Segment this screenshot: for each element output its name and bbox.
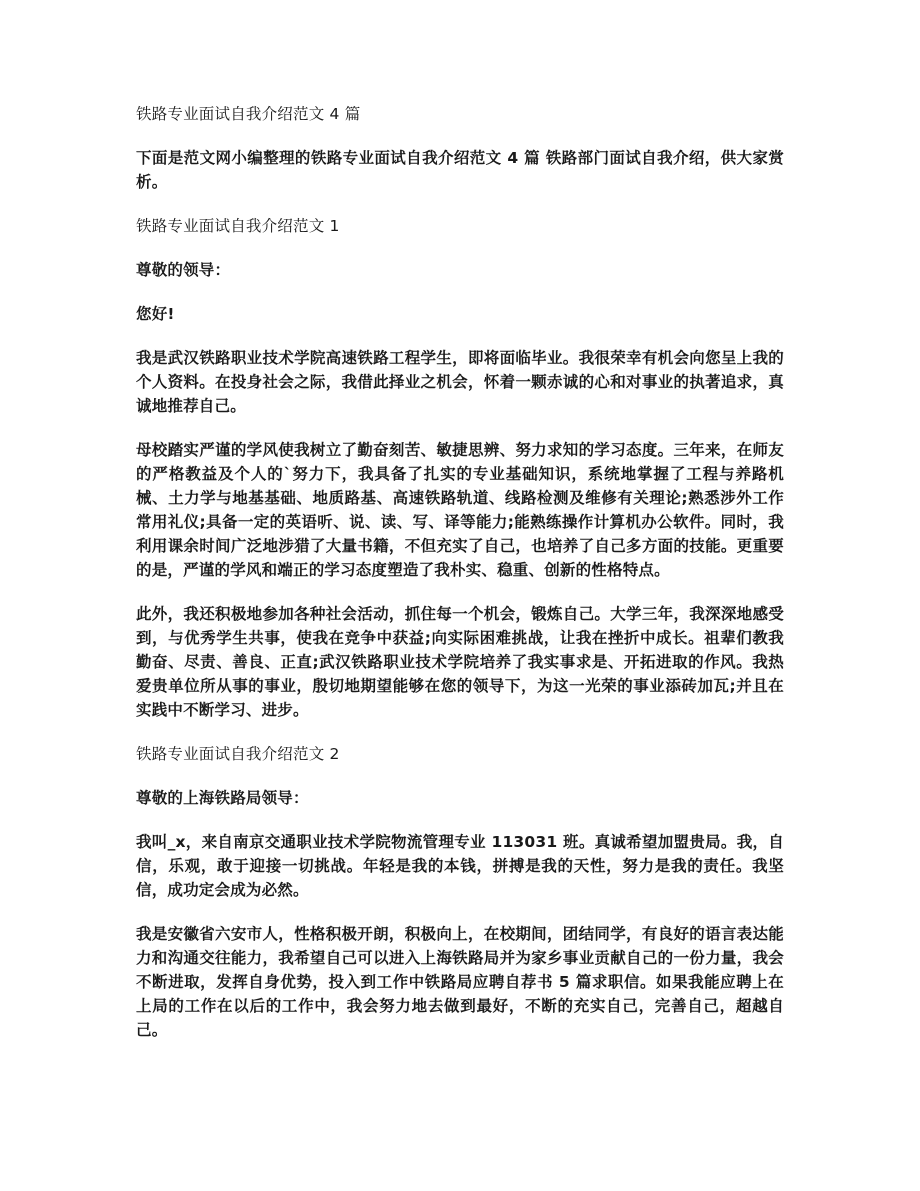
section1-paragraph-2: 母校踏实严谨的学风使我树立了勤奋刻苦、敏捷思辨、努力求知的学习态度。三年来，在师友的严格教益及个人的`努力下，我具备了扎实的专业基础知识，系统地掌握了工程与养路机械、土力学与地基基础、地质路基、高速铁路轨道、线路检测及维修有关理论;熟悉涉外工作常用礼仪;具备一定的英语听、说、读、写、译等能力;能熟练操作计算机办公软件。同时，我利用课余时间广泛地涉猎了大量书籍，不但充实了自己，也培养了自己多方面的技能。更重要的是，严谨的学风和端正的学习态度塑造了我朴实、稳重、创新的性格特点。	[136, 441, 784, 579]
section1-salutation: 尊敬的领导：	[136, 261, 231, 279]
section2-paragraph-2: 我是安徽省六安市人，性格积极开朗，积极向上，在校期间，团结同学，有良好的语言表达能力和沟通交往能力，我希望自己可以进入上海铁路局并为家乡事业贡献自己的一份力量，我会不断进取，发挥自身优势，投入到工作中铁路局应聘自荐书 5 篇求职信。如果我能应聘上在上局的工作在以后的工作中，我会努力地去做到最好，不断的充实自己，完善自己，超越自己。	[136, 925, 784, 1039]
intro-paragraph: 下面是范文网小编整理的铁路专业面试自我介绍范文 4 篇 铁路部门面试自我介绍，供大家赏析。	[136, 149, 784, 191]
section1-paragraph-3: 此外，我还积极地参加各种社会活动，抓住每一个机会，锻炼自己。大学三年，我深深地感受到，与优秀学生共事，使我在竞争中获益;向实际困难挑战，让我在挫折中成长。祖辈们教我勤奋、尽责、善良、正直;武汉铁路职业技术学院培养了我实事求是、开拓进取的作风。我热爱贵单位所从事的事业，殷切地期望能够在您的领导下，为这一光荣的事业添砖加瓦;并且在实践中不断学习、进步。	[136, 605, 784, 719]
section1-greeting: 您好!	[136, 305, 175, 323]
document-title: 铁路专业面试自我介绍范文 4 篇	[136, 105, 361, 123]
section2-paragraph-1: 我叫_x，来自南京交通职业技术学院物流管理专业 113031 班。真诚希望加盟贵局。我，自信，乐观，敢于迎接一切挑战。年轻是我的本钱，拼搏是我的天性，努力是我的责任。我坚信，成功定会成为必然。	[136, 833, 784, 899]
section1-paragraph-1: 我是武汉铁路职业技术学院高速铁路工程学生，即将面临毕业。我很荣幸有机会向您呈上我的个人资料。在投身社会之际，我借此择业之机会，怀着一颗赤诚的心和对事业的执著追求，真诚地推荐自己。	[136, 349, 784, 415]
section1-heading: 铁路专业面试自我介绍范文 1	[136, 217, 340, 235]
section2-salutation: 尊敬的上海铁路局领导：	[136, 789, 309, 807]
section2-heading: 铁路专业面试自我介绍范文 2	[136, 745, 340, 763]
document-page	[136, 102, 784, 1062]
